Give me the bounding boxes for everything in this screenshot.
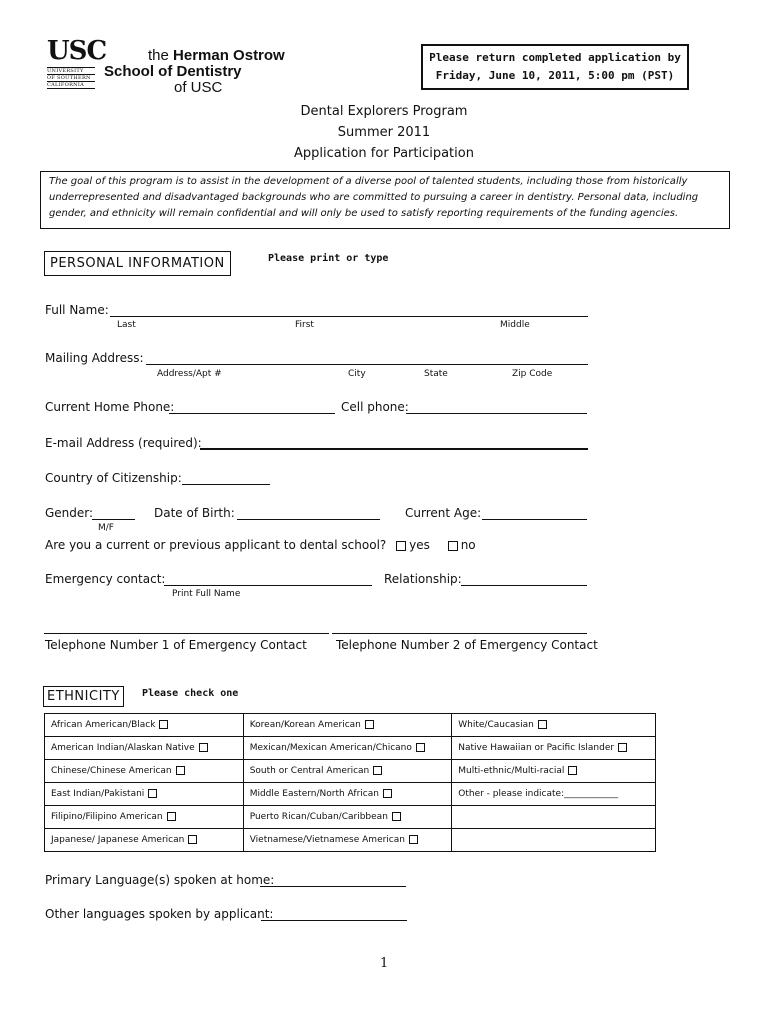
ethnicity-cell bbox=[45, 760, 244, 783]
ethnicity-option-label: Japanese/ Japanese American bbox=[51, 835, 185, 845]
application-title: Application for Participation bbox=[294, 146, 474, 161]
ethnicity-row bbox=[45, 737, 656, 760]
ethnicity-option-label: Mexican/Mexican American/Chicano bbox=[249, 743, 412, 753]
mf-label: M/F bbox=[98, 523, 114, 533]
ethnicity-checkbox[interactable] bbox=[618, 743, 627, 752]
ethnicity-row bbox=[45, 829, 656, 852]
ethnicity-checkbox[interactable] bbox=[176, 766, 185, 775]
ethnicity-checkbox[interactable] bbox=[199, 743, 208, 752]
ethnicity-option-label: Korean/Korean American bbox=[249, 720, 361, 730]
ethnicity-option-label: Vietnamese/Vietnamese American bbox=[249, 835, 405, 845]
ethnicity-checkbox[interactable] bbox=[365, 720, 374, 729]
check-one-note: Please check one bbox=[142, 688, 239, 699]
ethnicity-option-label: Native Hawaiian or Pacific Islander bbox=[458, 743, 615, 753]
ethnicity-cell bbox=[243, 760, 452, 783]
ethnicity-heading: ETHNICITY bbox=[43, 686, 124, 707]
usc-subtitle-2: OF SOUTHERN bbox=[47, 75, 91, 81]
ethnicity-option-label: Puerto Rican/Cuban/Caribbean bbox=[249, 812, 388, 822]
primary-language-label: Primary Language(s) spoken at home: bbox=[45, 873, 275, 887]
citizenship-label: Country of Citizenship: bbox=[45, 471, 182, 485]
ethnicity-row bbox=[45, 760, 656, 783]
gender-field[interactable] bbox=[92, 519, 135, 520]
ethnicity-option-label: Chinese/Chinese American bbox=[51, 766, 172, 776]
ethnicity-checkbox[interactable] bbox=[416, 743, 425, 752]
ethnicity-checkbox[interactable] bbox=[568, 766, 577, 775]
ethnicity-row bbox=[45, 783, 656, 806]
other-languages-label: Other languages spoken by applicant: bbox=[45, 907, 274, 921]
print-note: Please print or type bbox=[268, 253, 389, 264]
school-line2: School of Dentistry bbox=[104, 63, 242, 80]
first-label: First bbox=[295, 320, 314, 330]
ethnicity-cell bbox=[243, 806, 452, 829]
usc-wordmark: USC bbox=[47, 36, 107, 66]
applicant-question: Are you a current or previous applicant to dental school? yes no bbox=[45, 538, 476, 552]
ethnicity-option-label: Middle Eastern/North African bbox=[249, 789, 379, 799]
ethnicity-checkbox[interactable] bbox=[148, 789, 157, 798]
middle-label: Middle bbox=[500, 320, 530, 330]
goal-statement: The goal of this program is to assist in the development of a diverse pool of talented students, including those from historically underrepresented and disadvantaged backgrounds who are committed to pursuing a career in dentistry. Personal data, including gender, and ethnicity will remain confidential and will only be used to satisfy reporting requirements of the funding agencies. bbox=[40, 171, 730, 229]
ethnicity-cell bbox=[45, 806, 244, 829]
program-term: Summer 2011 bbox=[337, 125, 431, 140]
ethnicity-option-label: Multi-ethnic/Multi-racial bbox=[458, 766, 565, 776]
relationship-field[interactable] bbox=[461, 585, 587, 586]
no-label: no bbox=[460, 538, 476, 552]
ethnicity-cell bbox=[243, 737, 452, 760]
ethnicity-row bbox=[45, 806, 656, 829]
personal-info-heading: PERSONAL INFORMATION bbox=[44, 251, 231, 276]
page-number: 1 bbox=[380, 956, 389, 971]
ethnicity-option-label: Filipino/Filipino American bbox=[51, 812, 163, 822]
cell-phone-label: Cell phone: bbox=[341, 400, 409, 414]
emergency-tel2-field[interactable] bbox=[332, 633, 587, 634]
school-line3: of USC bbox=[174, 79, 223, 96]
emergency-tel1-field[interactable] bbox=[44, 633, 329, 634]
ethnicity-option-label: East Indian/Pakistani bbox=[51, 789, 145, 799]
ethnicity-cell bbox=[45, 829, 244, 852]
program-title: Dental Explorers Program bbox=[300, 104, 468, 119]
ethnicity-checkbox[interactable] bbox=[159, 720, 168, 729]
deadline-line1: Please return completed application by bbox=[429, 51, 681, 64]
emergency-contact-field[interactable] bbox=[164, 585, 372, 586]
mailing-address-label: Mailing Address: bbox=[45, 351, 144, 365]
ethnicity-option-label: White/Caucasian bbox=[458, 720, 534, 730]
full-name-label: Full Name: bbox=[45, 303, 109, 317]
email-field[interactable] bbox=[200, 448, 588, 450]
no-checkbox[interactable] bbox=[448, 541, 458, 551]
dob-label: Date of Birth: bbox=[154, 506, 235, 520]
ethnicity-cell bbox=[452, 783, 656, 806]
email-label: E-mail Address (required): bbox=[45, 436, 202, 450]
ethnicity-cell bbox=[452, 829, 656, 852]
ethnicity-cell bbox=[452, 737, 656, 760]
gender-label: Gender: bbox=[45, 506, 94, 520]
home-phone-label: Current Home Phone: bbox=[45, 400, 175, 414]
ethnicity-checkbox[interactable] bbox=[373, 766, 382, 775]
ethnicity-table bbox=[44, 713, 656, 852]
usc-subtitle-1: UNIVERSITY bbox=[47, 68, 84, 74]
yes-checkbox[interactable] bbox=[396, 541, 406, 551]
dob-field[interactable] bbox=[237, 519, 380, 520]
deadline-box bbox=[421, 44, 689, 90]
usc-subtitle-3: CALIFORNIA bbox=[47, 82, 85, 88]
ethnicity-option-label: African American/Black bbox=[51, 720, 156, 730]
mailing-address-field[interactable] bbox=[146, 364, 588, 365]
ethnicity-cell bbox=[45, 714, 244, 737]
ethnicity-checkbox[interactable] bbox=[188, 835, 197, 844]
relationship-label: Relationship: bbox=[384, 572, 462, 586]
print-full-name-label: Print Full Name bbox=[172, 589, 241, 599]
age-label: Current Age: bbox=[405, 506, 482, 520]
primary-language-field[interactable] bbox=[260, 886, 406, 887]
deadline-line2: Friday, June 10, 2011, 5:00 pm (PST) bbox=[435, 69, 675, 82]
ethnicity-cell bbox=[45, 783, 244, 806]
emergency-tel1-label: Telephone Number 1 of Emergency Contact bbox=[45, 638, 307, 652]
state-label: State bbox=[424, 369, 448, 379]
home-phone-field[interactable] bbox=[169, 413, 335, 414]
ethnicity-cell bbox=[452, 760, 656, 783]
cell-phone-field[interactable] bbox=[406, 413, 587, 414]
ethnicity-checkbox[interactable] bbox=[538, 720, 547, 729]
ethnicity-checkbox[interactable] bbox=[409, 835, 418, 844]
ethnicity-checkbox[interactable] bbox=[392, 812, 401, 821]
ethnicity-option-label: South or Central American bbox=[249, 766, 370, 776]
last-label: Last bbox=[117, 320, 136, 330]
ethnicity-cell bbox=[452, 714, 656, 737]
ethnicity-cell bbox=[243, 829, 452, 852]
ethnicity-row bbox=[45, 714, 656, 737]
age-field[interactable] bbox=[482, 519, 587, 520]
emergency-contact-label: Emergency contact: bbox=[45, 572, 166, 586]
ethnicity-cell bbox=[452, 806, 656, 829]
ethnicity-option-label: Other - please indicate:____________ bbox=[458, 789, 619, 799]
ethnicity-option-label: American Indian/Alaskan Native bbox=[51, 743, 195, 753]
ethnicity-cell bbox=[243, 714, 452, 737]
zip-label: Zip Code bbox=[512, 369, 553, 379]
yes-label: yes bbox=[409, 538, 430, 552]
usc-logo bbox=[47, 36, 106, 89]
address-apt-label: Address/Apt # bbox=[157, 369, 222, 379]
school-name: the Herman Ostrow School of Dentistry of USC bbox=[104, 47, 285, 96]
ethnicity-checkbox[interactable] bbox=[167, 812, 176, 821]
city-label: City bbox=[348, 369, 366, 379]
ethnicity-cell bbox=[243, 783, 452, 806]
citizenship-field[interactable] bbox=[182, 484, 270, 485]
ethnicity-cell bbox=[45, 737, 244, 760]
ethnicity-checkbox[interactable] bbox=[383, 789, 392, 798]
other-languages-field[interactable] bbox=[261, 920, 407, 921]
emergency-tel2-label: Telephone Number 2 of Emergency Contact bbox=[336, 638, 598, 652]
full-name-field[interactable] bbox=[110, 316, 588, 317]
